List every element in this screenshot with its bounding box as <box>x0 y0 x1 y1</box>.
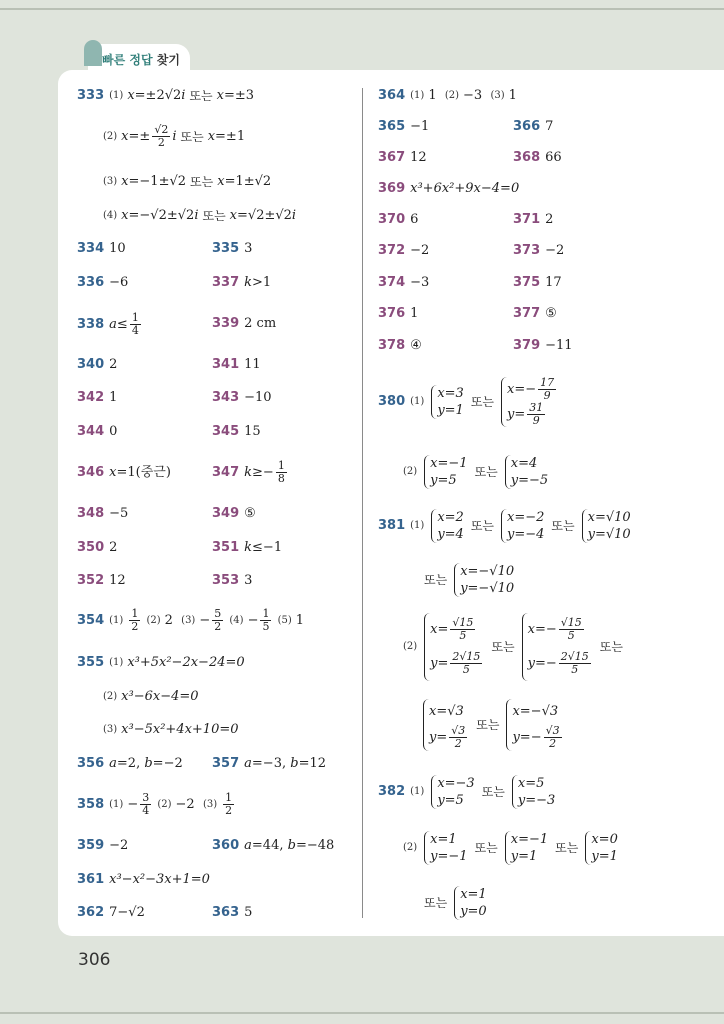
answer-336: 336 −6 <box>77 275 129 290</box>
answer-359: 359 −2 <box>77 838 129 853</box>
answer-377: 377 ⑤ <box>513 306 557 321</box>
answer-335: 335 3 <box>212 241 253 256</box>
answer-365: 365 −1 <box>378 119 430 134</box>
answer-343: 343 −10 <box>212 390 272 405</box>
answer-382-1: 382 (1) x=−3 y=5 또는 x=5 y=−3 <box>378 776 556 808</box>
answer-379: 379 −11 <box>513 338 573 353</box>
answer-353: 353 3 <box>212 573 253 588</box>
answer-340: 340 2 <box>77 357 118 372</box>
answer-350: 350 2 <box>77 540 118 555</box>
answer-351: 351 k ≤−1 <box>212 540 283 555</box>
answer-375: 375 17 <box>513 275 562 290</box>
answer-382-2: (2) x=1 y=−1 또는 x=−1 y=1 또는 x=0 y=1 <box>403 832 618 864</box>
answer-368: 368 66 <box>513 150 562 165</box>
answer-363: 363 5 <box>212 905 253 920</box>
answer-355-2: (2) x³−6x−4=0 <box>103 689 199 704</box>
answer-344: 344 0 <box>77 424 118 439</box>
answer-339: 339 2 cm <box>212 316 277 331</box>
answer-364: 364 (1) 1 (2) −3 (3) 1 <box>378 88 517 103</box>
answer-369: 369 x³+6x²+9x−4=0 <box>378 181 520 196</box>
header-title: 빠른 정답 찾기 <box>102 52 180 67</box>
answer-333: 333 (1) x =±2√2 i 또는 x =±3 <box>77 88 255 103</box>
answer-338: 338 a ≤ $\frac{1}{4}$ <box>77 311 139 337</box>
answer-333-3: (3) x =−1±√2 또는 x =1±√2 <box>103 174 272 189</box>
answer-361: 361 x³−x²−3x+1=0 <box>77 872 210 887</box>
answer-348: 348 −5 <box>77 506 129 521</box>
answer-347: 347 k ≥− $\frac{1}{8}$ <box>212 459 285 485</box>
answer-342: 342 1 <box>77 390 118 405</box>
top-border <box>0 8 724 10</box>
answer-378: 378 ④ <box>378 338 422 353</box>
answer-370: 370 6 <box>378 212 419 227</box>
answer-355-3: (3) x³−5x²+4x+10=0 <box>103 722 239 737</box>
answer-333-4: (4) x =−√2±√2 i 또는 x =√2±√2 i <box>103 208 297 223</box>
answer-355: 355 (1) x³+5x²−2x−24=0 <box>77 655 245 670</box>
answer-337: 337 k >1 <box>212 275 272 290</box>
answer-354: 354 (1) $\frac{1}{2}$ (2) 2 (3) − $\frac{5}{2}$ (4) − $\frac{1}{5}$ (5) 1 <box>77 607 305 633</box>
tab-decoration <box>84 40 102 66</box>
answer-373: 373 −2 <box>513 243 565 258</box>
answer-376: 376 1 <box>378 306 419 321</box>
answer-360: 360 a =44, b =−48 <box>212 838 335 853</box>
page-number: 306 <box>78 950 111 970</box>
answer-381-1b: 또는 x=−√10 y=−√10 <box>424 564 515 596</box>
answer-349: 349 ⑤ <box>212 506 256 521</box>
column-divider <box>362 88 363 918</box>
answer-333-2: (2) x =± $\frac{√2}{2}$ i 또는 x =±1 <box>103 123 246 149</box>
answer-362: 362 7−√2 <box>77 905 145 920</box>
answer-381-2: (2) x= $\frac{√15}{5}$ y= $\frac{2√15}{5}$ 또는 x=− $\frac{√15}{5}$ y=− $\frac{2√15}{5}$ 또는 <box>403 612 627 682</box>
answer-381-1: 381 (1) x=2 y=4 또는 x=−2 y=−4 또는 x=√10 y=√10 <box>378 510 631 542</box>
answer-345: 345 15 <box>212 424 261 439</box>
answer-382-2b: 또는 x=1 y=0 <box>424 887 487 919</box>
answer-352: 352 12 <box>77 573 126 588</box>
answer-372: 372 −2 <box>378 243 430 258</box>
answer-341: 341 11 <box>212 357 261 372</box>
bottom-border <box>0 1012 724 1014</box>
answer-334: 334 10 <box>77 241 126 256</box>
answer-346: 346 x =1(중근) <box>77 465 171 480</box>
answer-357: 357 a =−3, b =12 <box>212 756 326 771</box>
answer-356: 356 a =2, b =−2 <box>77 756 183 771</box>
answer-374: 374 −3 <box>378 275 430 290</box>
answer-381-2b: x=√3 y= $\frac{√3}{2}$ 또는 x=−√3 y=− $\frac{√3}{2}$ <box>420 698 567 752</box>
answer-380-1: 380 (1) x=3 y=1 또는 x=− $\frac{17}{9}$ y= $\frac{31}{9}$ <box>378 372 561 432</box>
answer-371: 371 2 <box>513 212 554 227</box>
answer-380-2: (2) x=−1 y=5 또는 x=4 y=−5 <box>403 456 549 488</box>
answer-367: 367 12 <box>378 150 427 165</box>
answer-358: 358 (1) − $\frac{3}{4}$ (2) −2 (3) $\frac{1}{2}$ <box>77 791 233 817</box>
answer-366: 366 7 <box>513 119 554 134</box>
